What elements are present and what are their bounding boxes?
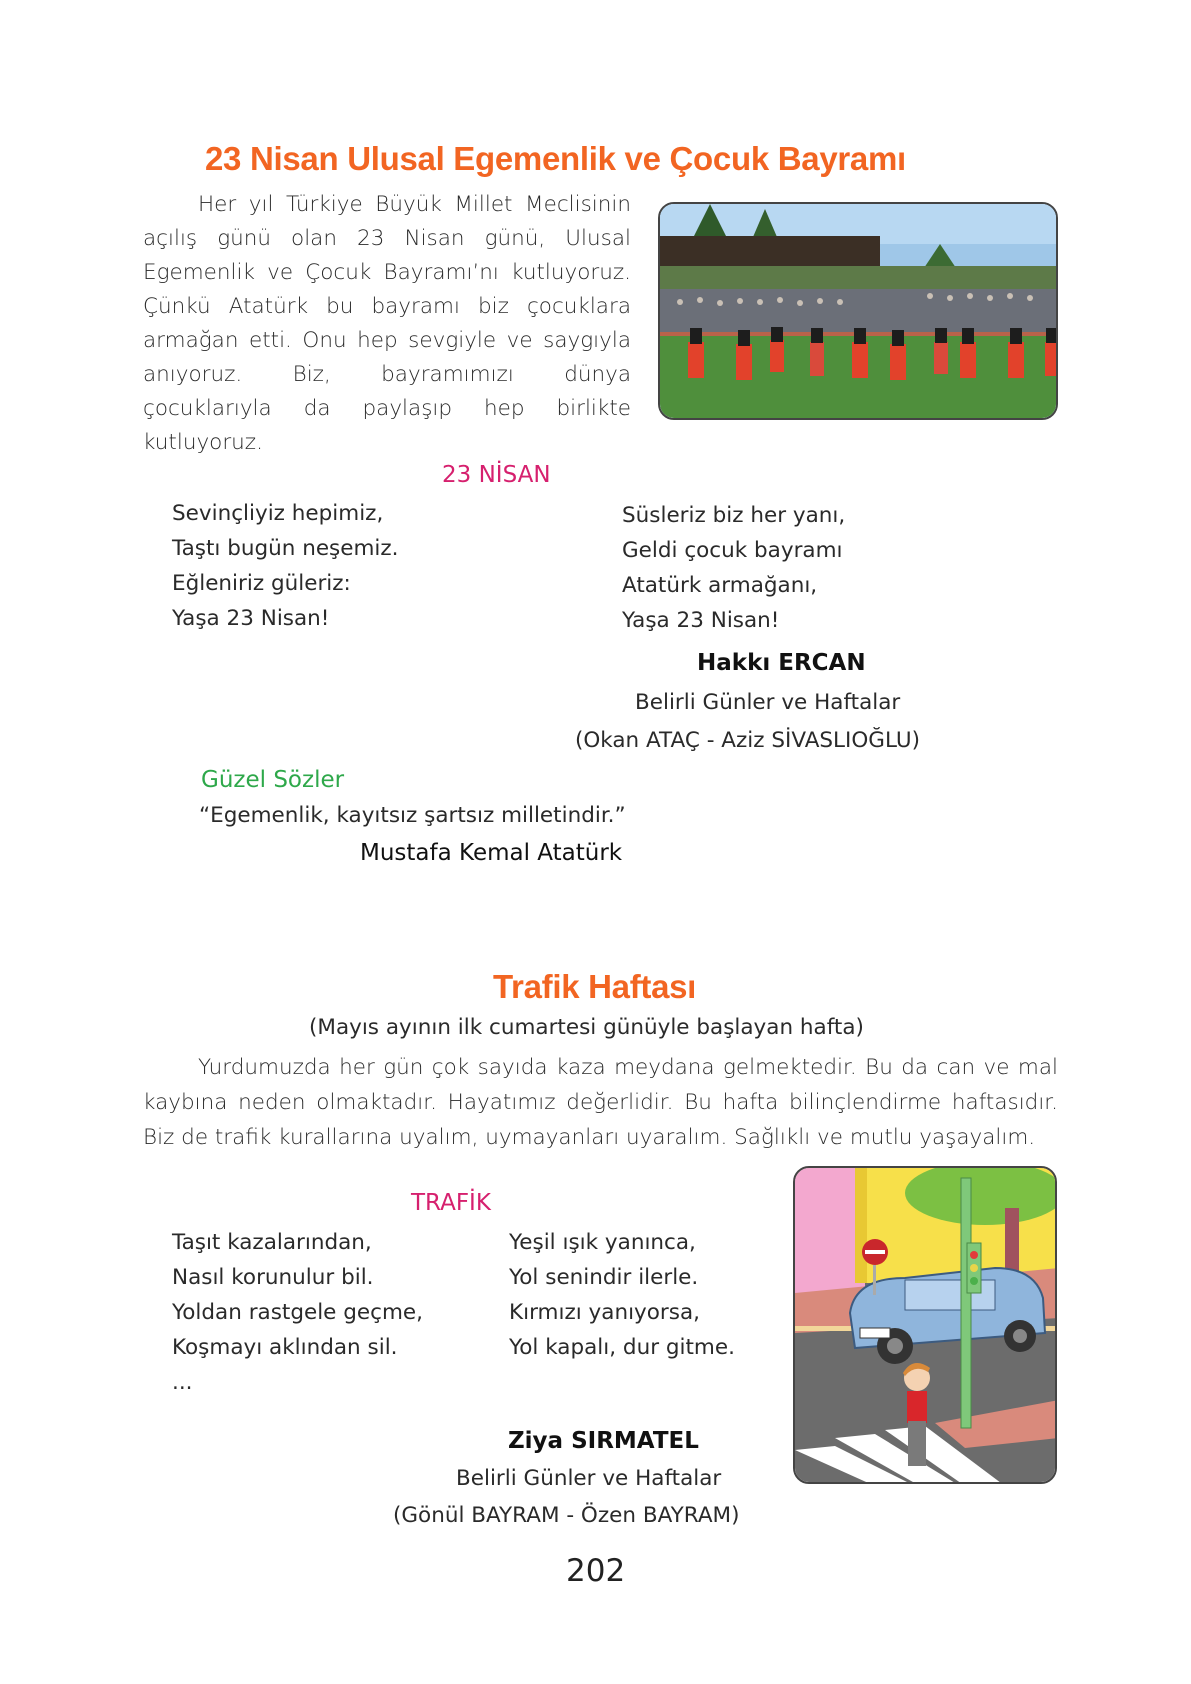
poem-source-authors: (Okan ATAÇ - Aziz SİVASLIOĞLU) <box>575 728 920 753</box>
intro-paragraph-23-nisan: Her yıl Türkiye Büyük Millet Meclisinin açılış günü olan 23 Nisan günü, Ulusal Egemenlik ve Çocuk Bayramı’nı kutluyoruz. Çünkü Atatürk bu bayramı biz çocuklara armağan etti. Onu hep sevgiyle ve saygıyla anıyoruz. Biz, bayramımızı dünya çocuklarıyla da paylaşıp hep birlikte kutluyoruz. <box>143 192 631 455</box>
poem-left-stanza <box>172 496 399 636</box>
poem-ellipsis: ... <box>172 1370 193 1395</box>
poem-line: Yaşa 23 Nisan! <box>622 608 780 633</box>
page-number: 202 <box>566 1553 626 1589</box>
poem-line: Geldi çocuk bayramı <box>622 538 843 563</box>
poem-line: Yol kapalı, dur gitme. <box>509 1335 735 1360</box>
poem-line: Yaşa 23 Nisan! <box>172 606 330 631</box>
trafik-poem-author: Ziya SIRMATEL <box>508 1428 699 1454</box>
trafik-poem-right-stanza <box>509 1225 735 1365</box>
traffic-scene-image-icon <box>795 1168 1057 1484</box>
poem-line: Yeşil ışık yanınca, <box>509 1230 696 1255</box>
poem-line: Eğleniriz güleriz: <box>172 571 351 596</box>
trafik-poem-source-book: Belirli Günler ve Haftalar <box>456 1466 722 1491</box>
poem-line: Taşıt kazalarından, <box>172 1230 372 1255</box>
section-title-trafik-haftasi: Trafik Haftası <box>493 968 697 1005</box>
poem-line: Nasıl korunulur bil. <box>172 1265 374 1290</box>
poem-title-23-nisan: 23 NİSAN <box>442 462 551 488</box>
poem-line: Koşmayı aklından sil. <box>172 1335 398 1360</box>
folk-dance-photo <box>658 202 1058 420</box>
quote-author: Mustafa Kemal Atatürk <box>360 840 623 866</box>
trafik-poem-source-authors: (Gönül BAYRAM - Özen BAYRAM) <box>393 1503 740 1528</box>
poem-line: Yol senindir ilerle. <box>509 1265 699 1290</box>
poem-line: Atatürk armağanı, <box>622 573 818 598</box>
poem-title-trafik: TRAFİK <box>411 1190 491 1216</box>
poem-line: Sevinçliyiz hepimiz, <box>172 501 384 526</box>
poem-line: Kırmızı yanıyorsa, <box>509 1300 700 1325</box>
poem-line: Süsleriz biz her yanı, <box>622 503 846 528</box>
quote-heading: Güzel Sözler <box>201 767 345 793</box>
poem-right-stanza <box>622 498 845 638</box>
poem-line: Yoldan rastgele geçme, <box>172 1300 423 1325</box>
poem-source-book: Belirli Günler ve Haftalar <box>635 690 901 715</box>
traffic-illustration <box>793 1166 1057 1484</box>
intro-paragraph-trafik: Yurdumuzda her gün çok sayıda kaza meydana gelmektedir. Bu da can ve mal kaybına neden olmaktadır. Hayatımız değerlidir. Bu hafta bilinçlendirme haftasıdır. Biz de trafik kurallarına uyalım, uymayanları uyaralım. Sağlıklı ve mutlu yaşayalım. <box>143 1055 1058 1150</box>
trafik-poem-left-stanza <box>172 1225 423 1400</box>
section-subtitle: (Mayıs ayının ilk cumartesi günüyle başlayan hafta) <box>309 1015 864 1040</box>
poem-line: Taştı bugün neşemiz. <box>172 536 399 561</box>
poem-author: Hakkı ERCAN <box>697 650 866 676</box>
section-title-23-nisan: 23 Nisan Ulusal Egemenlik ve Çocuk Bayramı <box>205 140 906 177</box>
quote-text: “Egemenlik, kayıtsız şartsız milletindir.” <box>199 803 626 828</box>
folk-dance-image-icon <box>660 204 1058 420</box>
